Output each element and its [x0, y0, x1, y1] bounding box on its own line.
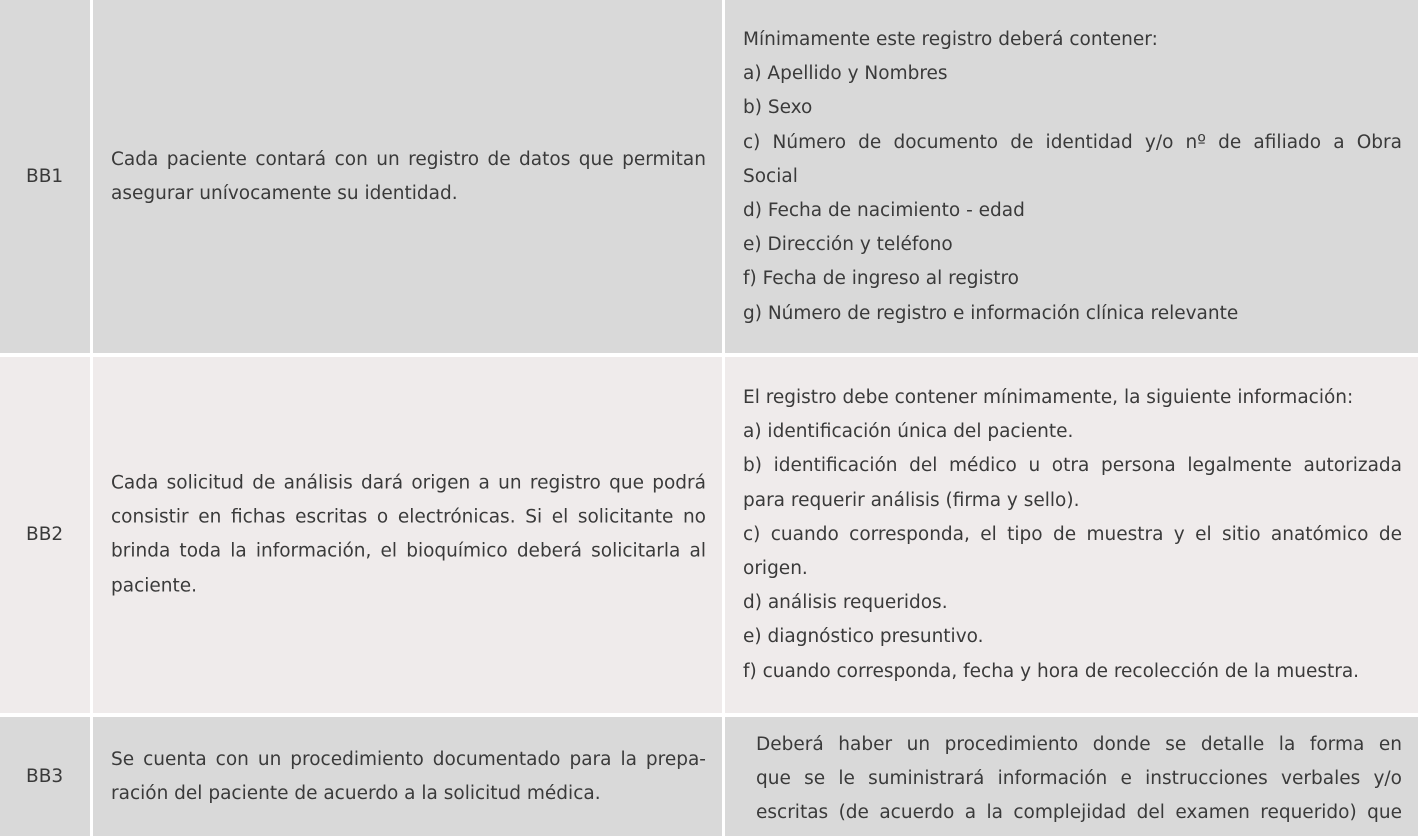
- requirement-line: que se le suministrará información e instrucciones verbales y/o: [756, 768, 1402, 790]
- requirement-line: d) análisis requeridos.: [743, 592, 948, 614]
- description-cell: [93, 0, 722, 353]
- requirement-line: escritas (de acuerdo a la complejidad del examen requerido) que: [756, 802, 1402, 824]
- row-code: BB3: [26, 765, 64, 787]
- requirement-line: c) cuando corresponda, el tipo de muestra y el sitio anatómico de: [743, 523, 1402, 545]
- table-row: [0, 357, 1418, 713]
- requirement-line: El registro debe contener mínimamente, la siguiente información:: [743, 387, 1354, 408]
- requirement-line: b) identificación del médico u otra persona legalmente autorizada: [743, 455, 1402, 477]
- requirements-list: [743, 381, 1402, 689]
- code-cell: [0, 717, 90, 836]
- requirements-cell: [725, 357, 1418, 713]
- requirement-line: Deberá haber un procedimiento donde se detalle la forma en: [756, 734, 1402, 755]
- requirements-cell: [725, 0, 1418, 353]
- requirement-line: a) identificación única del paciente.: [743, 421, 1074, 443]
- requirement-line: a) Apellido y Nombres: [743, 63, 948, 85]
- requirement-line: Social: [743, 165, 798, 187]
- requirement-line: d) Fecha de nacimiento - edad: [743, 200, 1025, 222]
- description-cell: [93, 357, 722, 713]
- requirement-line: Mínimamente este registro deberá contener:: [743, 29, 1158, 50]
- requirement-line: f) Fecha de ingreso al registro: [743, 268, 1020, 290]
- requirements-list: [743, 23, 1402, 331]
- row-description: Cada paciente contará con un registro de datos que permitan asegurar unívocamente su identidad.: [111, 148, 706, 204]
- row-code: BB1: [26, 165, 64, 187]
- requirements-cell: [725, 717, 1418, 836]
- requirement-line: e) Dirección y teléfono: [743, 234, 953, 256]
- requirement-line: para requerir análisis (firma y sello).: [743, 489, 1080, 511]
- row-description: Se cuenta con un procedimiento documentado para la prepa-ración del paciente de acuerdo a la solicitud médica.: [111, 748, 706, 804]
- code-cell: [0, 357, 90, 713]
- requirement-line: c) Número de documento de identidad y/o nº de afiliado a Obra: [743, 131, 1402, 153]
- requirement-line: b) Sexo: [743, 97, 813, 119]
- requirement-line: g) Número de registro e información clínica relevante: [743, 302, 1239, 324]
- table-row: [0, 717, 1418, 836]
- description-cell: [93, 717, 722, 836]
- requirement-line: origen.: [743, 558, 808, 580]
- row-description: Cada solicitud de análisis dará origen a un registro que podrá consistir en fichas escritas o electrónicas. Si el solicitante no brinda toda la información, el bioquímico deberá solicitarla al paciente.: [111, 472, 706, 597]
- row-code: BB2: [26, 524, 64, 545]
- requirements-list: [756, 728, 1402, 831]
- requirement-line: f) cuando corresponda, fecha y hora de recolección de la muestra.: [743, 660, 1360, 682]
- requirement-line: e) diagnóstico presuntivo.: [743, 626, 984, 648]
- table-row: [0, 0, 1418, 353]
- code-cell: [0, 0, 90, 353]
